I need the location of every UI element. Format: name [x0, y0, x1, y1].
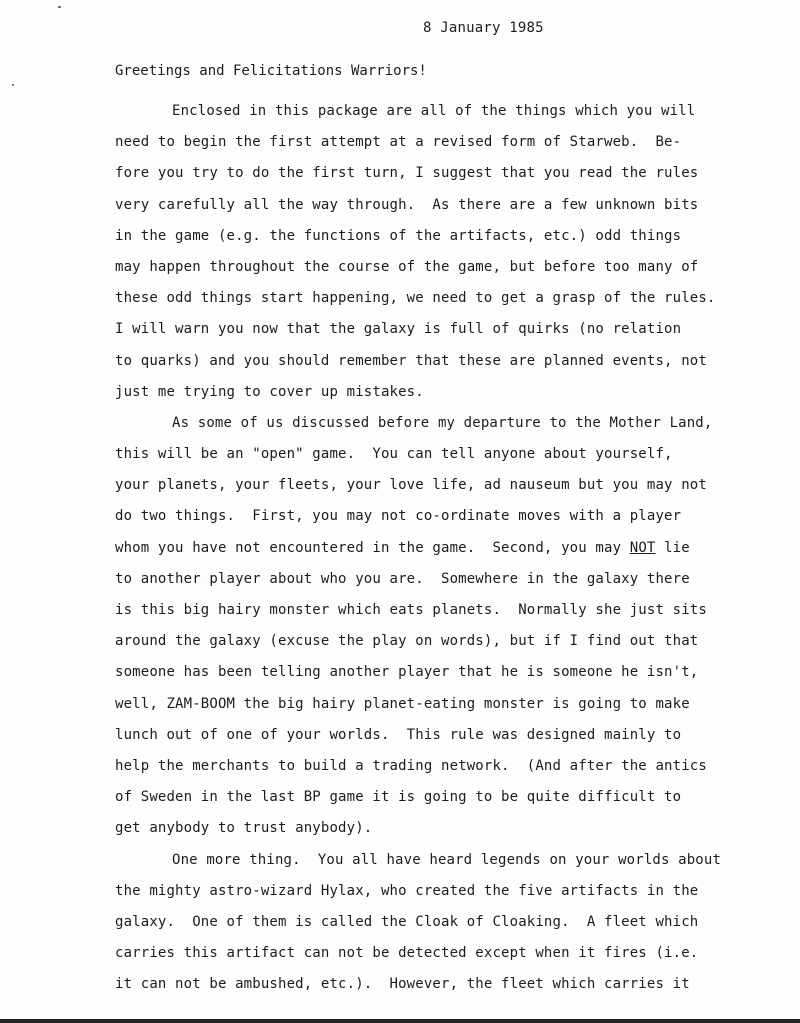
paper-speck	[58, 6, 61, 8]
letter-line-text: lie	[655, 539, 690, 556]
scan-bottom-edge	[0, 1019, 800, 1023]
letter-line: help the merchants to build a trading network. (And after the antics	[115, 757, 707, 774]
letter-line: get anybody to trust anybody).	[115, 820, 373, 837]
letter-line: the mighty astro-wizard Hylax, who created the five artifacts in the	[115, 882, 699, 899]
letter-line: to quarks) and you should remember that these are planned events, not	[115, 352, 707, 369]
letter-greeting: Greetings and Felicitations Warriors!	[115, 63, 427, 79]
letter-line: it can not be ambushed, etc.). However, the fleet which carries it	[115, 976, 690, 993]
letter-body	[115, 96, 795, 1000]
letter-line: of Sweden in the last BP game it is going to be quite difficult to	[115, 789, 682, 806]
letter-line: do two things. First, you may not co-ordinate moves with a player	[115, 508, 682, 525]
letter-date: 8 January 1985	[423, 20, 544, 36]
letter-line	[115, 533, 795, 564]
letter-line: fore you try to do the first turn, I suggest that you read the rules	[115, 165, 699, 182]
letter-line: lunch out of one of your worlds. This rule was designed mainly to	[115, 726, 682, 743]
letter-line: carries this artifact can not be detected except when it fires (i.e.	[115, 945, 699, 962]
letter-line: Enclosed in this package are all of the things which you will	[172, 103, 696, 119]
letter-line: well, ZAM-BOOM the big hairy planet-eating monster is going to make	[115, 695, 690, 712]
letter-line: One more thing. You all have heard legends on your worlds about	[172, 851, 722, 868]
letter-line: very carefully all the way through. As there are a few unknown bits	[115, 196, 699, 213]
letter-line: As some of us discussed before my departure to the Mother Land,	[172, 414, 713, 431]
letter-line: your planets, your fleets, your love life, ad nauseum but you may not	[115, 477, 707, 494]
letter-line: these odd things start happening, we need to get a grasp of the rules.	[115, 290, 716, 307]
letter-line: may happen throughout the course of the game, but before too many of	[115, 258, 699, 275]
letter-line: around the galaxy (excuse the play on words), but if I find out that	[115, 633, 699, 650]
letter-line: someone has been telling another player that he is someone he isn't,	[115, 664, 699, 681]
underlined-word: NOT	[629, 539, 656, 556]
letter-line-text: whom you have not encountered in the game. Second, you may	[115, 539, 630, 556]
letter-line: to another player about who you are. Somewhere in the galaxy there	[115, 570, 690, 587]
letter-line: galaxy. One of them is called the Cloak of Cloaking. A fleet which	[115, 913, 699, 930]
letter-line: is this big hairy monster which eats planets. Normally she just sits	[115, 602, 707, 618]
letter-line: this will be an "open" game. You can tell anyone about yourself,	[115, 446, 673, 463]
paper-speck	[12, 84, 14, 86]
letter-line: need to begin the first attempt at a revised form of Starweb. Be-	[115, 134, 682, 151]
letter-line: in the game (e.g. the functions of the artifacts, etc.) odd things	[115, 227, 682, 244]
letter-line: I will warn you now that the galaxy is full of quirks (no relation	[115, 321, 682, 338]
letter-line: just me trying to cover up mistakes.	[115, 383, 424, 400]
